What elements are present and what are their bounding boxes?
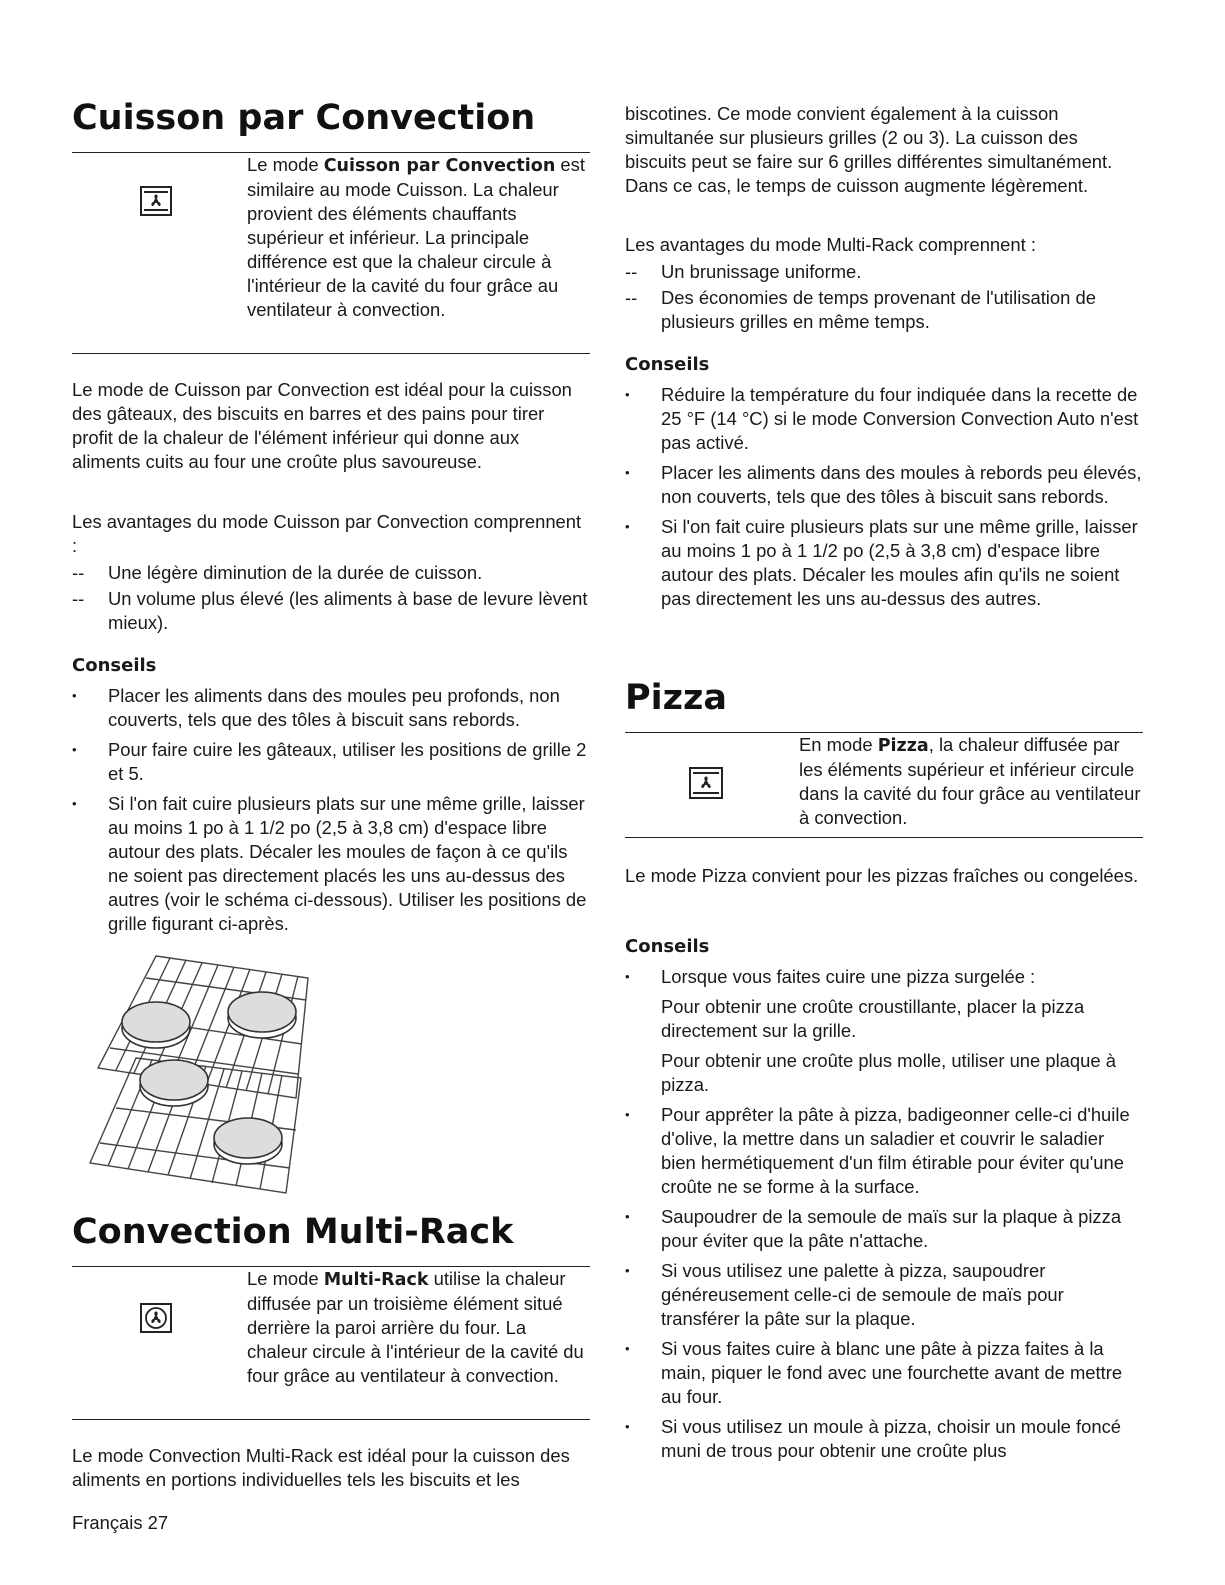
pizza-tips-list	[625, 965, 1143, 1469]
multi-rack-heading: Convection Multi-Rack	[72, 1212, 514, 1252]
pizza-mode-icon	[689, 767, 723, 804]
multi-rack-intro-continued: biscotines. Ce mode convient également à la cuisson simultanée sur plusieurs grilles (2 ou 3). La cuisson des biscuits peut se faire sur 6 grilles différentes simultanément. Dans ce cas, le temps de cuisson augmente légèrement.	[625, 103, 1113, 196]
list-item: • Si l'on fait cuire plusieurs plats sur une même grille, laisser au moins 1 po à 1 1/2 po (2,5 à 3,8 cm) d'espace libre autour des plats. Décaler les moules afin qu'ils ne soient pas directement les uns au-dessus des autres.	[625, 516, 1138, 609]
multi-rack-tips-list	[625, 383, 1143, 617]
pizza-tips-heading: Conseils	[625, 936, 710, 957]
pizza-tip-sub-item: Pour obtenir une croûte plus molle, utiliser une plaque à pizza.	[661, 1050, 1116, 1095]
pizza-mode-box	[625, 732, 1143, 838]
list-item: • Si vous faites cuire à blanc une pâte à pizza faites à la main, piquer le fond avec une fourchette avant de mettre au four.	[625, 1338, 1123, 1407]
page-footer: Français 27	[72, 1512, 169, 1533]
pizza-tip-sub-item: Pour obtenir une croûte croustillante, placer la pizza directement sur la grille.	[661, 996, 1085, 1041]
list-item: -- Un volume plus élevé (les aliments à base de levure lèvent mieux).	[72, 588, 588, 633]
list-item: • Placer les aliments dans des moules peu profonds, non couverts, tels que des tôles à biscuit sans rebords.	[72, 685, 560, 730]
list-item: • Pour faire cuire les gâteaux, utiliser les positions de grille 2 et 5.	[72, 739, 587, 784]
conv-bake-intro: Le mode de Cuisson par Convection est idéal pour la cuisson des gâteaux, des biscuits en barres et des pains pour tirer profit de la chaleur de l'élément inférieur qui donne aux aliments cuits au four une croûte plus savoureuse.	[72, 379, 572, 472]
list-item: • Pour apprêter la pâte à pizza, badigeonner celle-ci d'huile d'olive, la mettre dans un saladier et couvrir le saladier bien hermétiquement d'un film étirable pour éviter qu'une croûte ne se forme à la surface.	[625, 1104, 1130, 1197]
list-item: • Si vous utilisez un moule à pizza, choisir un moule foncé muni de trous pour obtenir une croûte plus	[625, 1416, 1121, 1461]
list-item: • Saupoudrer de la semoule de maïs sur la plaque à pizza pour éviter que la pâte n'attache.	[625, 1206, 1122, 1251]
conv-bake-advantages-list	[72, 561, 590, 641]
convection-bake-icon	[140, 186, 172, 221]
multi-rack-mode-box	[72, 1266, 590, 1420]
list-item: • Lorsque vous faites cuire une pizza surgelée :	[625, 966, 1036, 987]
multi-rack-mode-description: Le mode Multi-Rack utilise la chaleur diffusée par un troisième élément situé derrière la paroi arrière du four. La chaleur circule à l'intérieur de la cavité du four grâce au ventilateur à convection.	[247, 1268, 584, 1386]
list-item: -- Des économies de temps provenant de l'utilisation de plusieurs grilles en même temps.	[625, 287, 1096, 332]
pizza-intro: Le mode Pizza convient pour les pizzas fraîches ou congelées.	[625, 865, 1139, 886]
conv-bake-advantages-intro: Les avantages du mode Cuisson par Convection comprennent :	[72, 511, 582, 556]
conv-bake-heading: Cuisson par Convection	[72, 98, 536, 138]
multi-rack-advantages-list	[625, 260, 1143, 340]
list-item: -- Une légère diminution de la durée de cuisson.	[72, 562, 483, 583]
conv-bake-tips-heading: Conseils	[72, 655, 157, 676]
multi-rack-intro: Le mode Convection Multi-Rack est idéal pour la cuisson des aliments en portions individuelles tels les biscuits et les	[72, 1445, 570, 1490]
list-item: -- Un brunissage uniforme.	[625, 261, 862, 282]
list-item: • Réduire la température du four indiquée dans la recette de 25 °F (14 °C) si le mode Conversion Convection Auto n'est pas activé.	[625, 384, 1139, 453]
conv-bake-tips-list	[72, 684, 590, 942]
list-item: • Si vous utilisez une palette à pizza, saupoudrer généreusement celle-ci de semoule de maïs pour transférer la pâte sur la plaque.	[625, 1260, 1064, 1329]
pizza-mode-description: En mode Pizza, la chaleur diffusée par les éléments supérieur et inférieur circule dans la cavité du four grâce au ventilateur à convection.	[799, 734, 1141, 828]
rack-pans-illustration	[86, 948, 326, 1198]
multi-rack-advantages-intro: Les avantages du mode Multi-Rack comprennent :	[625, 234, 1036, 255]
convection-multi-rack-icon	[140, 1303, 172, 1338]
pizza-heading: Pizza	[625, 678, 728, 718]
conv-bake-mode-description: Le mode Cuisson par Convection est similaire au mode Cuisson. La chaleur provient des éléments chauffants supérieur et inférieur. La principale différence est que la chaleur circule à l'intérieur de la cavité du four grâce au ventilateur à convection.	[247, 154, 585, 320]
list-item: • Si l'on fait cuire plusieurs plats sur une même grille, laisser au moins 1 po à 1 1/2 po (2,5 à 3,8 cm) d'espace libre autour des plats. Décaler les moules de façon à ce qu'ils ne soient pas directement placés les uns au-dessus des autres (voir le schéma ci-dessous). Utiliser les positions de grille figurant ci-après.	[72, 793, 587, 934]
conv-bake-mode-box	[72, 152, 590, 354]
list-item: • Placer les aliments dans des moules à rebords peu élevés, non couverts, tels que des tôles à biscuit sans rebords.	[625, 462, 1142, 507]
multi-rack-tips-heading: Conseils	[625, 354, 710, 375]
